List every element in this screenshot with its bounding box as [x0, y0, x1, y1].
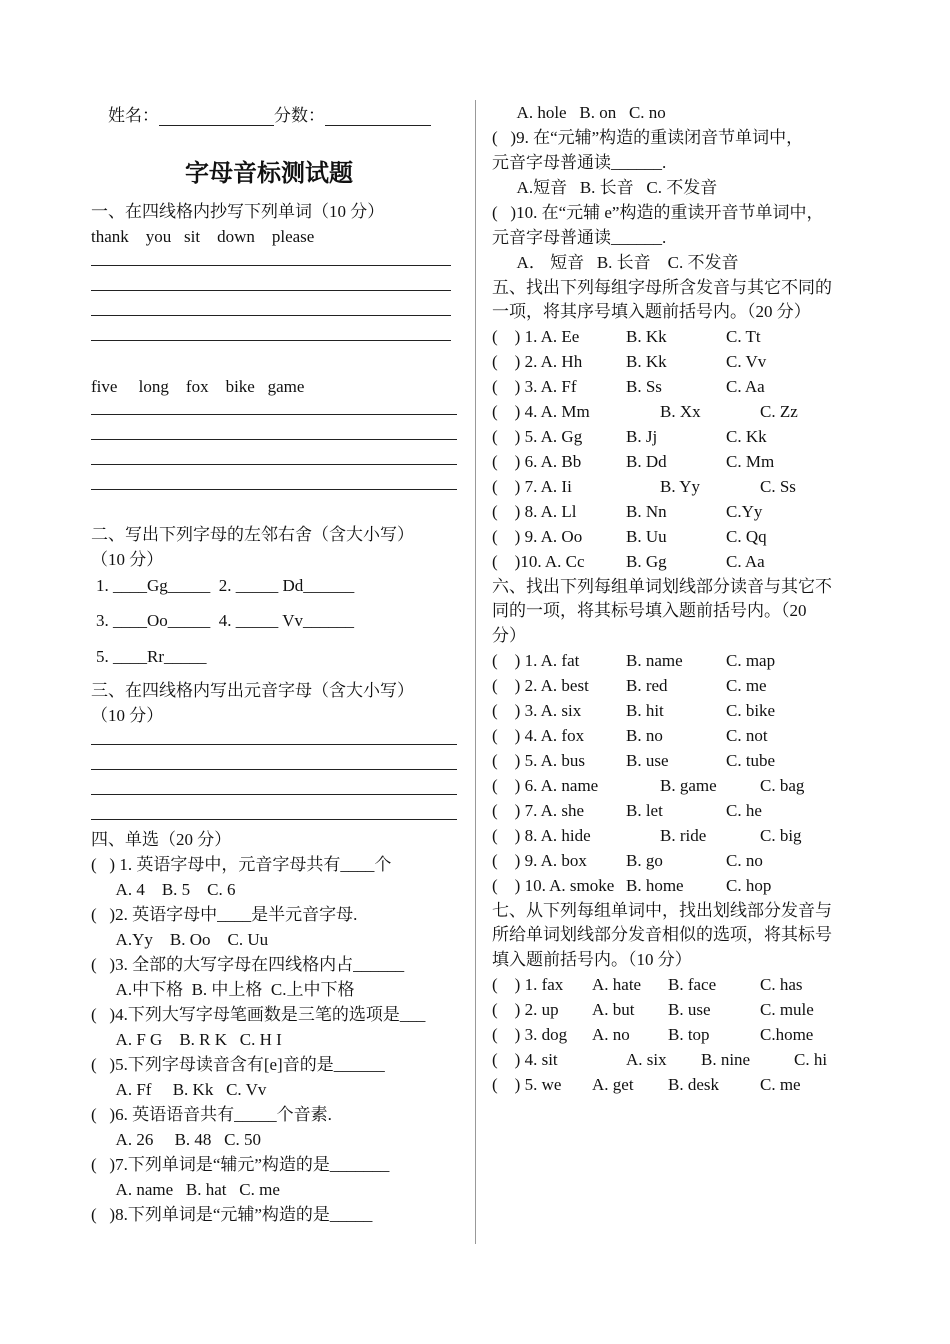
sec4-line: ( )9. 在“元辅”构造的重读闭音节单词中， — [492, 128, 804, 147]
sec4-line: ( )4.下列大写字母笔画数是三笔的选项是___ — [91, 1005, 426, 1024]
name-field[interactable] — [159, 109, 274, 126]
question-word: ( ) 4. sit — [492, 1050, 558, 1069]
question-num: ( ) 7. A. she — [492, 801, 585, 820]
question-num: ( ) 4. A. fox — [492, 726, 585, 745]
writing-line[interactable] — [91, 464, 457, 465]
writing-line[interactable] — [91, 290, 451, 291]
sec4-line: 元音字母普通读______. — [492, 153, 667, 172]
writing-line[interactable] — [91, 414, 457, 415]
sec5-heading-2: 一项，将其序号填入题前括号内。（20 分） — [492, 302, 811, 321]
sec6-heading: 六、找出下列每组单词划线部分读音与其它不 — [492, 577, 832, 596]
question-num: ( ) 9. A. box — [492, 851, 587, 870]
option-c: C. hop — [726, 876, 772, 895]
sec5-heading: 五、找出下列每组字母所含发音与其它不同的 — [492, 278, 832, 297]
sec4-line: 元音字母普通读______. — [492, 228, 667, 247]
name-label: 姓名： — [108, 106, 159, 125]
writing-line[interactable] — [91, 340, 451, 341]
sec4-line: ( ) 1. 英语字母中，元音字母共有____个 — [91, 855, 392, 874]
option-c: C. Aa — [726, 552, 765, 571]
option-b: B. ride — [660, 826, 707, 845]
question-num: ( ) 5. A. bus — [492, 751, 586, 770]
option-b: B. no — [626, 726, 663, 745]
sec4-line: A.Yy B. Oo C. Uu — [91, 930, 269, 949]
option-c: C. he — [726, 801, 762, 820]
score-field[interactable] — [325, 109, 431, 126]
option-b: B. Xx — [660, 402, 701, 421]
option-b: B. Gg — [626, 552, 667, 571]
sec7-heading-2: 所给单词划线部分发音相似的选项，将其标号 — [492, 925, 832, 944]
sec2-heading-2: （10 分） — [91, 550, 164, 569]
option-c: C. big — [760, 826, 802, 845]
option-b: B. go — [626, 851, 663, 870]
question-num: ( ) 5. A. Gg — [492, 427, 583, 446]
option-a: A. but — [592, 1000, 635, 1019]
option-c: C. Zz — [760, 402, 798, 421]
question-num: ( ) 10. A. smoke — [492, 876, 615, 895]
writing-line[interactable] — [91, 315, 451, 316]
question-num: ( ) 6. A. Bb — [492, 452, 582, 471]
option-b: B. face — [668, 975, 717, 994]
sec3-heading: 三、在四线格内写出元音字母（含大小写） — [91, 681, 414, 700]
sec4-line: ( )6. 英语语音共有_____个音素. — [91, 1105, 332, 1124]
option-c: C. bike — [726, 701, 776, 720]
question-num: ( ) 4. A. Mm — [492, 402, 590, 421]
question-num: ( ) 2. A. best — [492, 676, 589, 695]
question-num: ( ) 6. A. name — [492, 776, 599, 795]
question-num: ( )10. A. Cc — [492, 552, 585, 571]
question-word: ( ) 5. we — [492, 1075, 562, 1094]
option-c: C. Qq — [726, 527, 767, 546]
writing-line[interactable] — [91, 265, 451, 266]
question-num: ( ) 2. A. Hh — [492, 352, 583, 371]
option-b: B. nine — [701, 1050, 751, 1069]
option-b: B. Ss — [626, 377, 662, 396]
writing-line[interactable] — [91, 769, 457, 770]
option-b: B. use — [626, 751, 669, 770]
option-c: C. tube — [726, 751, 776, 770]
option-c: C. Vv — [726, 352, 767, 371]
question-num: ( ) 7. A. Ii — [492, 477, 572, 496]
sec4-line: A. F G B. R K C. H I — [91, 1030, 282, 1049]
sec4-line: ( )2. 英语字母中____是半元音字母. — [91, 905, 358, 924]
option-b: B. hit — [626, 701, 664, 720]
sec7-heading: 七、从下列每组单词中，找出划线部分发音与 — [492, 901, 832, 920]
writing-line[interactable] — [91, 819, 457, 820]
option-b: B. use — [668, 1000, 711, 1019]
question-word: ( ) 2. up — [492, 1000, 559, 1019]
sec4-line: A. 4 B. 5 C. 6 — [91, 880, 236, 899]
option-b: B. Yy — [660, 477, 700, 496]
writing-line[interactable] — [91, 489, 457, 490]
sec4-line: A. hole B. on C. no — [492, 103, 666, 122]
sec4-line: A． 短音 B. 长音 C. 不发音 — [492, 253, 739, 272]
sec4-line: ( )5.下列字母读音含有[e]音的是______ — [91, 1055, 385, 1074]
sec2-heading: 二、写出下列字母的左邻右舍（含大小写） — [91, 525, 414, 544]
sec4-line: ( )10. 在“元辅 e”构造的重读开音节单词中， — [492, 203, 824, 222]
sec2-q1: 1. ____Gg_____ 2. _____ Dd______ — [96, 576, 355, 595]
sec6-heading-3: 分） — [492, 626, 526, 645]
option-c: C. Aa — [726, 377, 765, 396]
option-b: B. Uu — [626, 527, 667, 546]
sec3-heading-2: （10 分） — [91, 706, 164, 725]
writing-line[interactable] — [91, 794, 457, 795]
question-num: ( ) 3. A. six — [492, 701, 582, 720]
sec1-words2: five long fox bike game — [91, 377, 305, 396]
option-b: B. game — [660, 776, 717, 795]
option-b: B. Dd — [626, 452, 667, 471]
option-b: B. desk — [668, 1075, 719, 1094]
sec7-heading-3: 填入题前括号内。（10 分） — [492, 950, 692, 969]
writing-line[interactable] — [91, 744, 457, 745]
question-num: ( ) 8. A. hide — [492, 826, 591, 845]
option-c: C. Ss — [760, 477, 796, 496]
option-c: C. mule — [760, 1000, 814, 1019]
option-b: B. name — [626, 651, 683, 670]
option-b: B. Kk — [626, 352, 667, 371]
option-a: A. six — [626, 1050, 667, 1069]
option-a: A. get — [592, 1075, 634, 1094]
option-b: B. top — [668, 1025, 710, 1044]
option-c: C. map — [726, 651, 776, 670]
option-c: C. me — [726, 676, 767, 695]
question-num: ( ) 1. A. fat — [492, 651, 580, 670]
sec6-heading-2: 同的一项，将其标号填入题前括号内。（20 — [492, 601, 807, 620]
option-b: B. Nn — [626, 502, 667, 521]
sec4-line: A. Ff B. Kk C. Vv — [91, 1080, 267, 1099]
sec4-line: A. name B. hat C. me — [91, 1180, 280, 1199]
option-a: A. hate — [592, 975, 642, 994]
question-num: ( ) 8. A. Ll — [492, 502, 577, 521]
sec2-q2: 3. ____Oo_____ 4. _____ Vv______ — [96, 611, 354, 630]
question-num: ( ) 1. A. Ee — [492, 327, 580, 346]
option-c: C.home — [760, 1025, 814, 1044]
sec2-q3: 5. ____Rr_____ — [96, 647, 207, 666]
option-b: B. let — [626, 801, 663, 820]
sec4-line: ( )8.下列单词是“元辅”构造的是_____ — [91, 1205, 373, 1224]
option-c: C. Mm — [726, 452, 775, 471]
option-c: C. has — [760, 975, 803, 994]
name-row — [108, 106, 431, 126]
sec4-line: ( )7.下列单词是“辅元”构造的是_______ — [91, 1155, 390, 1174]
option-b: B. Jj — [626, 427, 658, 446]
page-title: 字母音标测试题 — [185, 161, 353, 187]
option-c: C.Yy — [726, 502, 763, 521]
sec4-line: ( )3. 全部的大写字母在四线格内占______ — [91, 955, 405, 974]
question-num: ( ) 9. A. Oo — [492, 527, 583, 546]
option-a: A. no — [592, 1025, 630, 1044]
question-word: ( ) 3. dog — [492, 1025, 568, 1044]
sec4-line: A.短音 B. 长音 C. 不发音 — [492, 178, 718, 197]
writing-line[interactable] — [91, 439, 457, 440]
option-c: C. not — [726, 726, 768, 745]
sec4-line: A.中下格 B. 中上格 C.上中下格 — [91, 980, 355, 999]
option-c: C. hi — [794, 1050, 828, 1069]
option-b: B. home — [626, 876, 684, 895]
column-divider — [475, 100, 476, 1244]
option-c: C. no — [726, 851, 763, 870]
question-num: ( ) 3. A. Ff — [492, 377, 577, 396]
option-c: C. Tt — [726, 327, 761, 346]
sec4-heading: 四、单选（20 分） — [91, 830, 232, 849]
option-b: B. red — [626, 676, 668, 695]
option-c: C. bag — [760, 776, 805, 795]
sec1-heading: 一、在四线格内抄写下列单词（10 分） — [91, 202, 385, 221]
option-c: C. Kk — [726, 427, 767, 446]
option-c: C. me — [760, 1075, 801, 1094]
score-label: 分数： — [274, 106, 325, 125]
sec1-words1: thank you sit down please — [91, 227, 315, 246]
option-b: B. Kk — [626, 327, 667, 346]
question-word: ( ) 1. fax — [492, 975, 564, 994]
sec4-line: A. 26 B. 48 C. 50 — [91, 1130, 262, 1149]
